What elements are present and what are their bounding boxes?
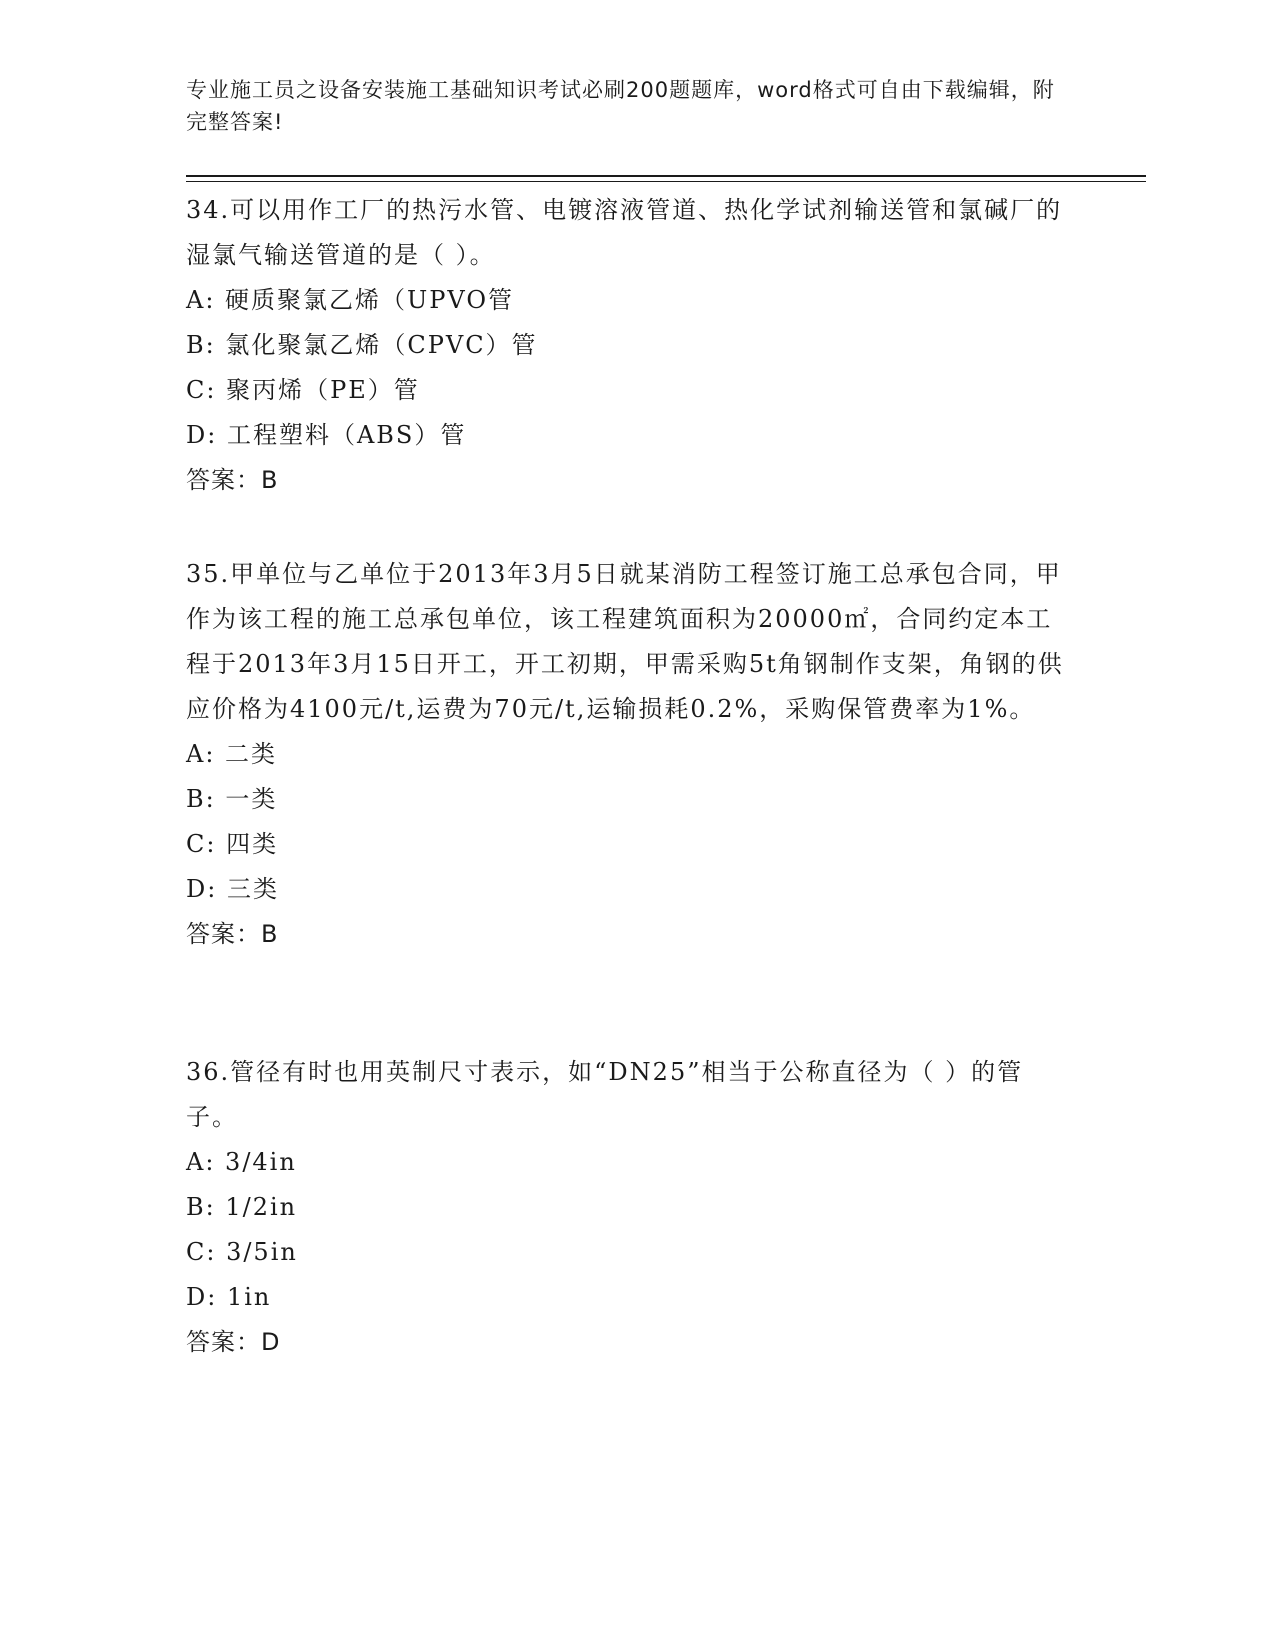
question-stem: 34.可以用作工厂的热污水管、电镀溶液管道、热化学试剂输送管和氯碱厂的湿氯气输送管道的是（ ）。 (186, 196, 1063, 269)
answer-label: 答案：B (186, 466, 279, 494)
option-b: B: 1/2in (186, 1193, 298, 1221)
option-a: A: 硬质聚氯乙烯（UPVO管 (186, 286, 515, 314)
option-a: A: 二类 (186, 740, 278, 768)
option-d: D: 1in (186, 1283, 272, 1311)
question-34 (186, 188, 1066, 503)
option-c: C: 聚丙烯（PE）管 (186, 376, 420, 404)
option-c: C: 四类 (186, 830, 279, 858)
document-header: 专业施工员之设备安装施工基础知识考试必刷200题题库，word格式可自由下载编辑，附完整答案! (186, 78, 1055, 134)
question-stem: 36.管径有时也用英制尺寸表示，如“DN25”相当于公称直径为（ ）的管子。 (186, 1058, 1024, 1131)
question-35 (186, 552, 1066, 957)
header-rule-thin (186, 181, 1146, 182)
question-36 (186, 1050, 1066, 1365)
option-d: D: 工程塑料（ABS）管 (186, 421, 467, 449)
option-d: D: 三类 (186, 875, 279, 903)
option-c: C: 3/5in (186, 1238, 298, 1266)
answer-label: 答案：D (186, 1328, 281, 1356)
option-b: B: 氯化聚氯乙烯（CPVC）管 (186, 331, 538, 359)
question-stem: 35.甲单位与乙单位于2013年3月5日就某消防工程签订施工总承包合同，甲作为该工程的施工总承包单位，该工程建筑面积为20000㎡，合同约定本工程于2013年3月15日开工，开工初期，甲需采购5t角钢制作支架，角钢的供应价格为4100元/t,运费为70元/t,运输损耗0.2%，采购保管费率为1%。 (186, 560, 1064, 723)
answer-label: 答案：B (186, 920, 279, 948)
header-rule-thick (186, 175, 1146, 177)
option-a: A: 3/4in (186, 1148, 297, 1176)
option-b: B: 一类 (186, 785, 278, 813)
